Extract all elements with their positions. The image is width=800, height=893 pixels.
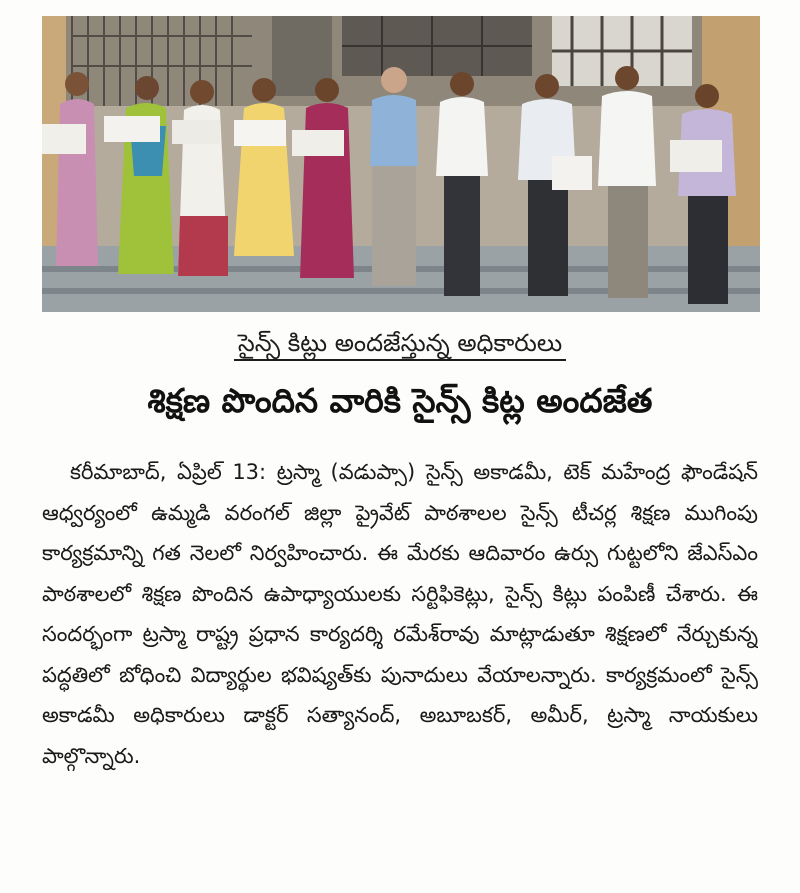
news-photo bbox=[42, 16, 760, 312]
headline: శిక్షణ పొందిన వారికి సైన్స్ కిట్ల అందజేత bbox=[147, 381, 653, 420]
article-body: కరీమాబాద్, ఏప్రిల్ 13: ట్రస్మా (వడుప్సా) సైన్స్ అకాడమీ, టెక్ మహేంద్ర ఫౌండేషన్ ఆధ్వర్యంలో ఉమ్మడి వరంగల్ జిల్లా ప్రైవేట్ పాఠశాలల సైన్స్ టీచర్ల శిక్షణ ముగింపు కార్యక్రమాన్ని గత నెలలో నిర్వహించారు. ఈ మేరకు ఆదివారం ఉర్సు గుట్టలోని జేఎస్ఎం పాఠశాలలో శిక్షణ పొందిన ఉపాధ్యాయులకు సర్టిఫికెట్లు, సైన్స్ కిట్లు పంపిణీ చేశారు. ఈ సందర్భంగా ట్రస్మా రాష్ట్ర ప్రధాన కార్యదర్శి రమేశ్‌రావు మాట్లాడుతూ శిక్షణలో నేర్చుకున్న పద్ధతిలో బోధించి విద్యార్థుల భవిష్యత్‌కు పునాదులు వేయాలన్నారు. కార్యక్రమంలో సైన్స్ అకాడమీ అధికారులు డాక్టర్ సత్యానంద్, అబూబకర్, అమీర్, ట్రస్మా నాయకులు పాల్గొన్నారు. bbox=[42, 460, 758, 768]
photo-caption bbox=[0, 326, 800, 360]
photo-caption-text: సైన్స్ కిట్లు అందజేస్తున్న అధికారులు bbox=[234, 329, 566, 361]
